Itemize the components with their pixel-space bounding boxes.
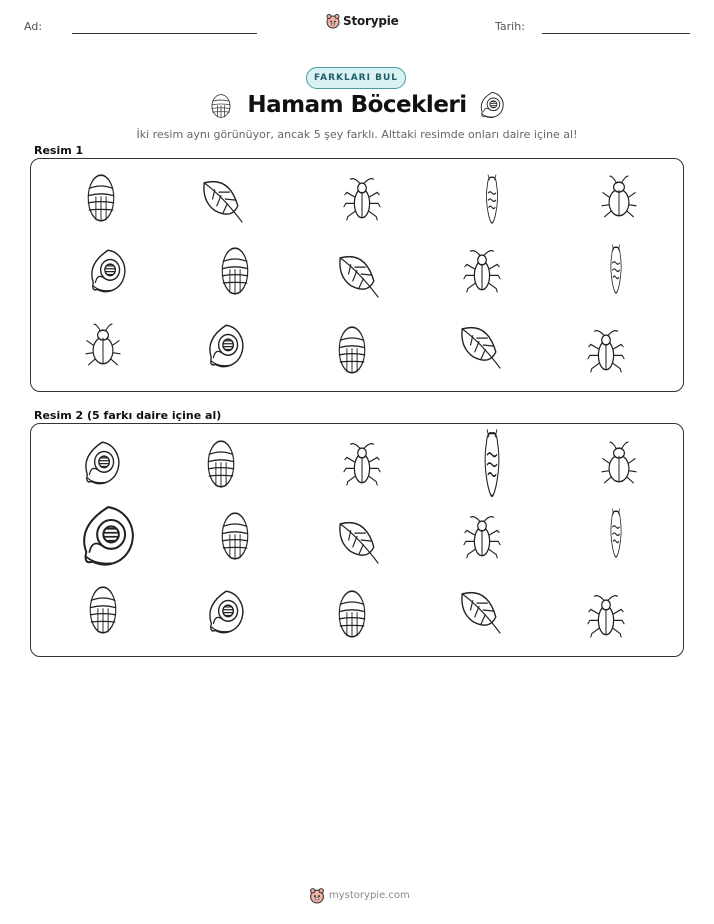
cockroach-icon <box>343 177 381 221</box>
name-label: Ad: <box>24 20 43 33</box>
cockroach-icon[interactable] <box>463 515 501 559</box>
pillbug-icon <box>84 174 118 222</box>
leaf-icon[interactable] <box>458 587 500 633</box>
pillbug-icon[interactable] <box>218 512 252 560</box>
snail-icon[interactable] <box>77 504 139 568</box>
leaf-icon <box>336 251 378 297</box>
leaf-icon <box>458 322 500 368</box>
picture2-label: Resim 2 (5 farkı daire içine al) <box>34 409 222 422</box>
brand-name: Storypie <box>343 14 399 28</box>
leaf-icon <box>200 176 242 222</box>
storypie-mascot-icon <box>326 13 340 29</box>
footer <box>309 887 410 904</box>
snail-icon[interactable] <box>81 440 123 486</box>
picture1-label: Resim 1 <box>34 144 84 157</box>
date-label: Tarih: <box>495 20 525 33</box>
beetle-icon <box>85 323 121 367</box>
activity-badge: FARKLARI BUL <box>306 67 406 89</box>
instructions: İki resim aynı görünüyor, ancak 5 şey farklı. Alttaki resimde onları daire içine al! <box>136 128 578 141</box>
pillbug-icon[interactable] <box>335 590 369 638</box>
snail-icon[interactable] <box>205 589 247 635</box>
snail-icon <box>478 90 506 120</box>
cockroach-icon <box>463 249 501 293</box>
larva-icon <box>479 175 505 223</box>
cockroach-icon <box>587 329 625 373</box>
snail-icon <box>87 248 129 294</box>
page-title: Hamam Böcekleri <box>247 92 467 118</box>
cockroach-icon[interactable] <box>343 442 381 486</box>
cockroach-icon[interactable] <box>587 594 625 638</box>
footer-url: mystorypie.com <box>329 890 410 901</box>
pillbug-icon[interactable] <box>204 440 238 488</box>
larva-icon <box>604 245 628 293</box>
beetle-icon <box>601 175 637 219</box>
storypie-mascot-icon <box>309 887 325 904</box>
pillbug-icon <box>218 247 252 295</box>
beetle-icon[interactable] <box>601 441 637 485</box>
leaf-icon[interactable] <box>336 517 378 563</box>
date-line[interactable] <box>542 33 690 34</box>
brand-logo <box>326 13 399 29</box>
pillbug-icon <box>335 326 369 374</box>
name-line[interactable] <box>72 33 257 34</box>
pillbug-icon[interactable] <box>86 586 120 634</box>
snail-icon <box>205 323 247 369</box>
larva-icon[interactable] <box>604 509 628 557</box>
larva-icon[interactable] <box>476 430 508 496</box>
